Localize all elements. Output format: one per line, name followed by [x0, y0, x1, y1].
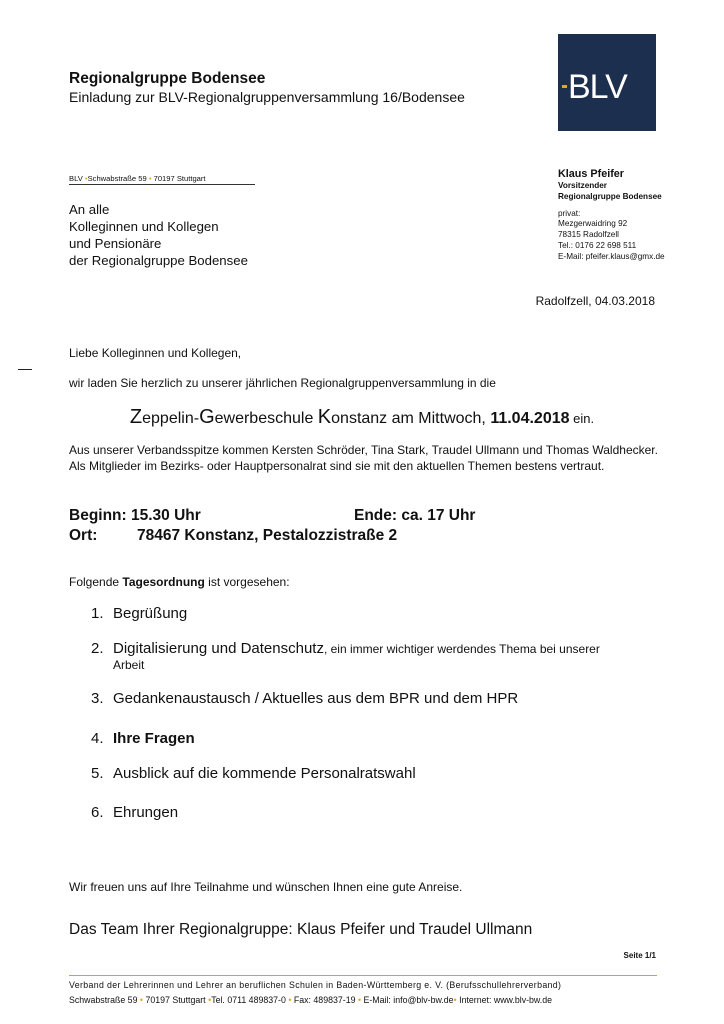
fold-mark — [18, 369, 32, 370]
time-place-block — [69, 506, 476, 546]
recipient-line: An alle — [69, 202, 110, 217]
agenda-text: Ehrungen — [113, 804, 179, 821]
separator-dot: • — [139, 995, 144, 1005]
sender-address-line — [69, 174, 255, 185]
contact-street: Mezgerwaidring 92 — [558, 219, 628, 229]
agenda-number: 5. — [91, 765, 104, 782]
footer-rule — [69, 975, 657, 976]
agenda-subtext: Arbeit — [113, 658, 145, 672]
contact-private-label: privat: — [558, 208, 581, 218]
separator-dot: • — [357, 995, 362, 1005]
footer-org-line: Verband der Lehrerinnen und Lehrer an beruflichen Schulen in Baden-Württemberg e. V. (Berufsschullehrerverband) — [69, 980, 562, 990]
closing-text: Wir freuen uns auf Ihre Teilnahme und wünschen Ihnen eine gute Anreise. — [69, 880, 463, 894]
agenda-text: Ausblick auf die kommende Personalratswahl — [113, 765, 416, 782]
contact-group: Regionalgruppe Bodensee — [558, 191, 662, 201]
speakers-paragraph: Aus unserer Verbandsspitze kommen Kersten Schröder, Tina Stark, Traudel Ullmann und Thomas Waldhecker. Als Mitglieder im Bezirks- oder Hauptpersonalrat sind sie mit den aktuellen Themen bestens vertraut. — [69, 443, 658, 473]
venue-date: 11.04.2018 — [490, 410, 570, 427]
signature: Das Team Ihrer Regionalgruppe: Klaus Pfeifer und Traudel Ullmann — [69, 921, 533, 938]
end-time: Ende: ca. 17 Uhr — [354, 507, 476, 524]
sender-street: Schwabstraße 59 — [87, 174, 147, 183]
separator-dot: • — [453, 995, 457, 1005]
venue-initial: G — [199, 406, 215, 428]
venue-initial: Z — [129, 406, 143, 428]
contact-phone: Tel.: 0176 22 698 511 — [558, 240, 637, 250]
footer-contact-line — [69, 995, 657, 1005]
place-label: Ort: — [69, 527, 98, 544]
recipient-line: und Pensionäre — [69, 236, 162, 251]
contact-role: Vorsitzender — [558, 181, 607, 190]
agenda-item — [91, 605, 187, 622]
contact-name: Klaus Pfeifer — [558, 168, 625, 180]
agenda-text: Begrüßung — [113, 605, 188, 622]
venue-text: eppelin- — [142, 410, 200, 427]
footer-phone: Tel. 0711 489837-0 — [211, 995, 286, 1005]
recipient-line: der Regionalgruppe Bodensee — [69, 253, 248, 268]
agenda-number: 1. — [91, 605, 104, 622]
footer-city: 70197 Stuttgart — [145, 995, 206, 1005]
contact-email: E-Mail: pfeifer.klaus@gmx.de — [558, 251, 665, 261]
agenda-item — [91, 765, 416, 782]
agenda-text: Gedankenaustausch / Aktuelles aus dem BPR und dem HPR — [113, 690, 519, 707]
recipient-line: Kolleginnen und Kollegen — [69, 219, 219, 234]
org-name: Regionalgruppe Bodensee — [69, 70, 266, 87]
agenda-intro — [69, 575, 290, 589]
footer-street: Schwabstraße 59 — [69, 995, 138, 1005]
separator-dot: • — [148, 174, 152, 183]
sender-city: 70197 Stuttgart — [153, 174, 206, 183]
footer-email[interactable]: E-Mail: info@blv-bw.de — [363, 995, 454, 1005]
agenda-intro-text: ist vorgesehen: — [204, 575, 290, 589]
blv-logo-graphic — [558, 34, 656, 131]
agenda-intro-bold: Tagesordnung — [122, 575, 205, 589]
agenda-item — [91, 730, 195, 747]
letter-date: Radolfzell, 04.03.2018 — [535, 294, 655, 308]
place-value: 78467 Konstanz, Pestalozzistraße 2 — [137, 527, 398, 544]
venue-initial: K — [317, 406, 332, 428]
separator-dot: • — [208, 995, 212, 1005]
salutation: Liebe Kolleginnen und Kollegen, — [69, 346, 242, 360]
contact-block — [558, 167, 665, 263]
venue-text: onstanz am Mittwoch, — [331, 410, 491, 427]
svg-text:BLV: BLV — [568, 68, 627, 106]
separator-dot: • — [84, 174, 88, 183]
intro-text: wir laden Sie herzlich zu unserer jährlichen Regionalgruppenversammlung in die — [69, 376, 496, 390]
agenda-subtext: , ein immer wichtiger werdendes Thema bei unserer — [323, 642, 600, 656]
begin-time: Beginn: 15.30 Uhr — [69, 507, 201, 524]
agenda-number: 3. — [91, 690, 104, 707]
agenda-item — [91, 690, 518, 707]
agenda-text: Digitalisierung und Datenschutz — [113, 640, 324, 657]
venue-end: ein. — [569, 411, 595, 426]
letter-subtitle: Einladung zur BLV-Regionalgruppenversammlung 16/Bodensee — [69, 89, 465, 105]
contact-city: 78315 Radolfzell — [558, 230, 619, 240]
venue-line — [0, 406, 724, 429]
blv-logo — [558, 34, 656, 131]
agenda-item — [91, 804, 178, 821]
footer-website[interactable]: Internet: www.blv-bw.de — [459, 995, 553, 1005]
agenda-text: Ihre Fragen — [113, 730, 195, 747]
agenda-number: 2. — [91, 640, 104, 657]
recipient-block — [69, 201, 248, 269]
agenda-item — [91, 640, 600, 672]
footer-fax: Fax: 489837-19 — [293, 995, 356, 1005]
agenda-intro-text: Folgende — [69, 575, 123, 589]
separator-dot: • — [288, 995, 292, 1005]
agenda-number: 6. — [91, 804, 104, 821]
sender-org: BLV — [69, 174, 83, 183]
page-number: Seite 1/1 — [623, 951, 656, 960]
agenda-number: 4. — [91, 730, 104, 747]
venue-text: ewerbeschule — [214, 410, 318, 427]
